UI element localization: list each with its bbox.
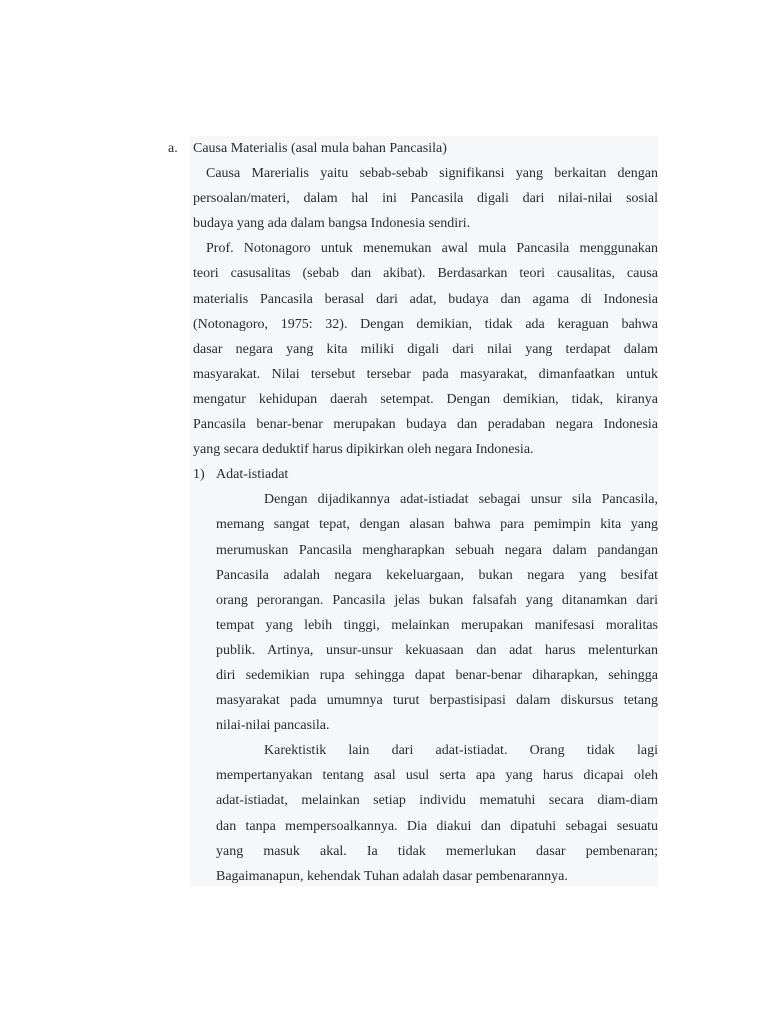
paragraph-line: orang perorangan. Pancasila jelas bukan falsafah yang ditanamkan dari: [216, 592, 658, 608]
section-a-heading: [168, 136, 658, 161]
section-1-paragraph-1: [168, 487, 658, 738]
paragraph-line: yang masuk akal. Ia tidak memerlukan dasar pembenaran;: [216, 843, 658, 859]
paragraph-line: Dengan dijadikannya adat-istiadat sebagai unsur sila Pancasila,: [264, 492, 658, 508]
paragraph-line: diri sedemikian rupa sehingga dapat benar-benar diharapkan, sehingga: [216, 667, 658, 683]
paragraph-line: nilai-nilai pancasila.: [216, 718, 330, 734]
section-a-paragraph-1: [168, 161, 658, 236]
paragraph-line: materialis Pancasila berasal dari adat, budaya dan agama di Indonesia: [193, 291, 658, 307]
section-1-marker: 1): [193, 467, 205, 483]
document-body: [168, 136, 658, 889]
section-a-marker: a.: [168, 141, 178, 156]
paragraph-line: dan tanpa mempersoalkannya. Dia diakui dan dipatuhi sebagai sesuatu: [216, 818, 658, 834]
paragraph-line: (Notonagoro, 1975: 32). Dengan demikian, tidak ada keraguan bahwa: [193, 316, 658, 332]
paragraph-line: budaya yang ada dalam bangsa Indonesia sendiri.: [193, 216, 471, 232]
paragraph-line: masyarakat. Nilai tersebut tersebar pada masyarakat, dimanfaatkan untuk: [193, 366, 658, 382]
section-1-paragraph-2: [168, 738, 658, 889]
section-1-heading: [168, 462, 658, 487]
section-a-paragraph-2: [168, 236, 658, 462]
paragraph-line: Bagaimanapun, kehendak Tuhan adalah dasar pembenarannya.: [216, 868, 568, 884]
paragraph-line: adat-istiadat, melainkan setiap individu mematuhi secara diam-diam: [216, 793, 658, 809]
paragraph-line: Pancasila benar-benar merupakan budaya dan peradaban negara Indonesia: [193, 417, 658, 433]
paragraph-line: persoalan/materi, dalam hal ini Pancasila digali dari nilai-nilai sosial: [193, 191, 658, 207]
paragraph-line: mempertanyakan tentang asal usul serta apa yang harus dicapai oleh: [216, 768, 658, 784]
paragraph-line: teori casusalitas (sebab dan akibat). Berdasarkan teori causalitas, causa: [193, 266, 658, 282]
paragraph-line: merumuskan Pancasila mengharapkan sebuah negara dalam pandangan: [216, 542, 658, 558]
paragraph-line: Karektistik lain dari adat-istiadat. Orang tidak lagi: [264, 743, 658, 759]
paragraph-line: publik. Artinya, unsur-unsur kekuasaan dan adat harus melenturkan: [216, 642, 658, 658]
section-a-title: Causa Materialis (asal mula bahan Pancasila): [193, 141, 447, 156]
paragraph-line: memang sangat tepat, dengan alasan bahwa para pemimpin kita yang: [216, 517, 658, 533]
paragraph-line: dasar negara yang kita miliki digali dari nilai yang terdapat dalam: [193, 341, 658, 357]
paragraph-line: Prof. Notonagoro untuk menemukan awal mula Pancasila menggunakan: [206, 241, 658, 257]
paragraph-line: masyarakat pada umumnya turut berpastisipasi dalam diskursus tetang: [216, 693, 658, 709]
paragraph-line: Pancasila adalah negara kekeluargaan, bukan negara yang besifat: [216, 567, 658, 583]
paragraph-line: Causa Marerialis yaitu sebab-sebab signifikansi yang berkaitan dengan: [206, 166, 658, 182]
paragraph-line: yang secara deduktif harus dipikirkan oleh negara Indonesia.: [193, 442, 534, 458]
paragraph-line: mengatur kehidupan daerah setempat. Dengan demikian, tidak, kiranya: [193, 391, 658, 407]
section-1-title: Adat-istiadat: [216, 467, 289, 483]
paragraph-line: tempat yang lebih tinggi, melainkan merupakan manifesasi moralitas: [216, 617, 658, 633]
